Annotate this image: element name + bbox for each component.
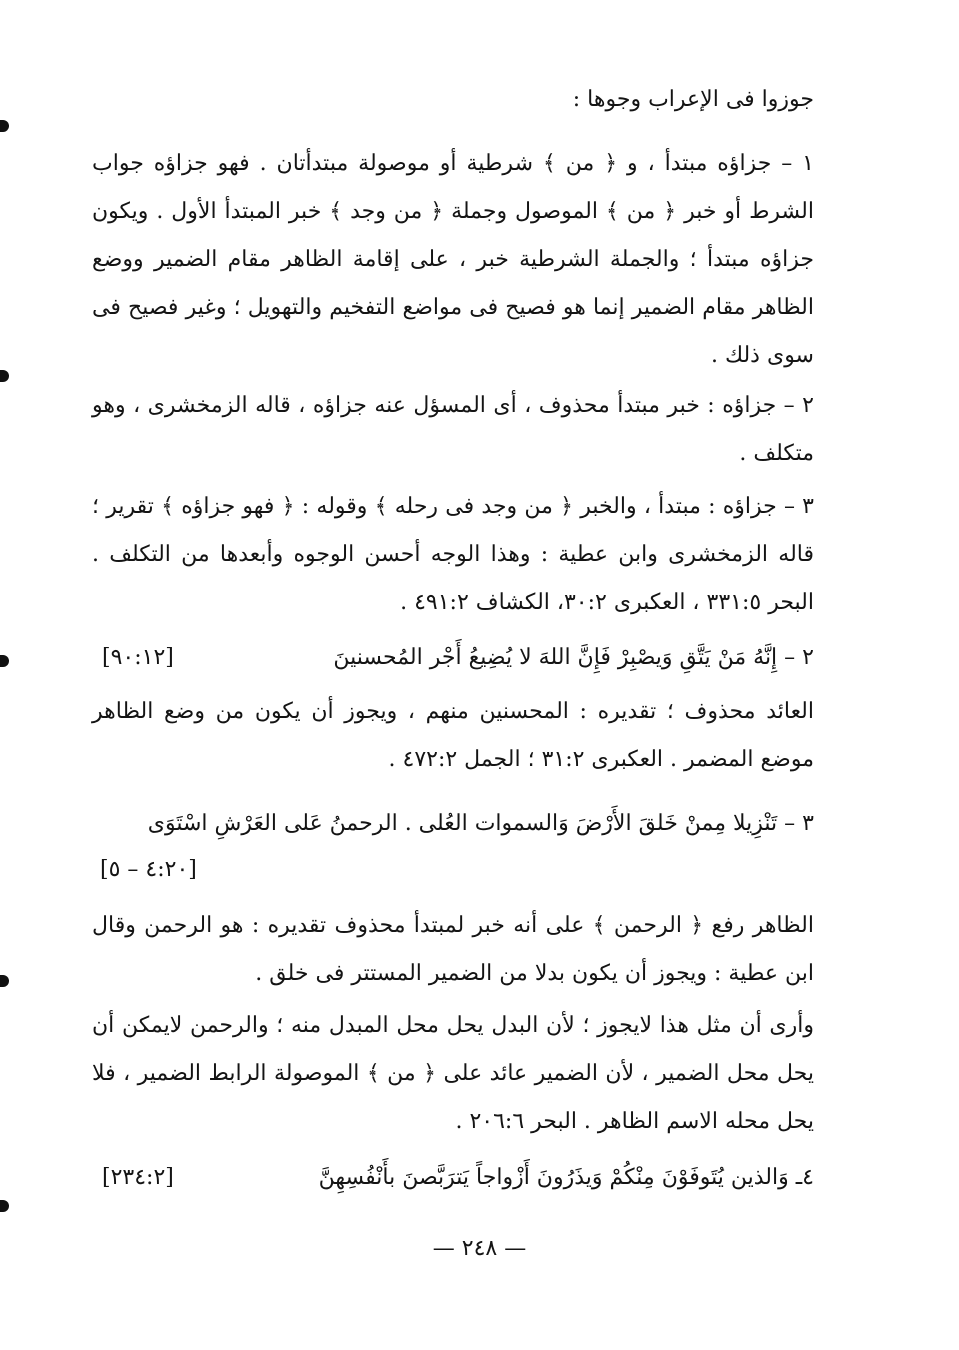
paragraph-4: العائد محذوف ؛ تقديره : المحسنين منهم ، ويجوز أن يكون من وضع الظاهر موضع المضمر . العكبرى ٣١:٢ ؛ الجمل ٤٧٢:٢ . (92, 699, 814, 772)
paragraph-3: ٣ – جزاؤه : مبتدأ ، والخبر ﴿ من وجد فى رحله ﴾ وقوله : ﴿ فهو جزاؤه ﴾ تقرير ؛ قاله الزمخشرى وابن عطية : وهذا الوجه أحسن الوجوه وأبعدها من التكلف . البحر ٣٣١:٥ ، العكبرى ٣٠:٢، الكشاف ٤٩١:٢ . (92, 494, 814, 615)
page-number: — ٢٤٨ — (432, 1236, 527, 1261)
intro-line: جوزوا فى الإعراب وجوها : (572, 87, 814, 112)
verse-line-3 (92, 1154, 814, 1202)
margin-mark (0, 120, 9, 132)
verse-text: ٢ – إِنَّهُ مَنْ يَتَّقِ وَيصْبِرْ فَإِنَّ اللهَ لا يُضِيعُ أَجْر المُحسنينَ (333, 645, 814, 670)
verse-line-2 (92, 800, 814, 848)
verse-reference: [٩٠:١٢] (102, 645, 174, 670)
verse-reference: [٤:٢٠ – ٥] (100, 857, 197, 882)
paragraph-2: ٢ – جزاؤه : خبر مبتدأ محذوف ، أى المسؤل عنه جزاؤه ، قاله الزمخشرى ، وهو متكلف . (92, 393, 814, 466)
margin-mark (0, 370, 9, 382)
margin-mark (0, 655, 9, 667)
paragraph-5: الظاهر رفع ﴿ الرحمن ﴾ على أنه خبر لمبتدأ محذوف تقديره : هو الرحمن وقال ابن عطية : ويجوز أن يكون بدلا من الضمير المستتر فى خلق . (92, 913, 814, 986)
verse-text: ٣ – تَنْزِيلا مِمنْ خَلقَ الأَرْضَ وَالسموات العُلى . الرحمنُ عَلى العَرْشِ اسْتَوَى (147, 811, 814, 836)
paragraph-6: وأرى أن مثل هذا لايجوز ؛ لأن البدل يحل محل المبدل منه ؛ والرحمن لايمكن أن يحل محل الضمير ، لأن الضمير عائد على ﴿ من ﴾ الموصولة الرابط الضمير ، فلا يحل محله الاسم الظاهر . البحر ٢٠٦:٦ . (92, 1013, 814, 1134)
verse-line-1 (92, 634, 814, 682)
margin-mark (0, 1200, 9, 1212)
paragraph-1: ١ – جزاؤه مبتدأ ، و ﴿ من ﴾ شرطية أو موصولة مبتدأتان . فهو جزاؤه جواب الشرط أو خبر ﴿ من ﴾ الموصول وجملة ﴿ من وجد ﴾ خبر المبتدأ الأول . ويكون جزاؤه مبتدأ ؛ والجملة الشرطية خبر ، على إقامة الظاهر مقام الضمير ووضع الظاهر مقام الضمير إنما هو فصيح فى مواضع التفخيم والتهويل ؛ وغير فصيح فى سوى ذلك . (92, 151, 814, 368)
verse-text: ٤ـ وَالذين يُتَوفَوْنَ مِنْكُمْ وَيذَرُونَ أَزْواجاً يَترَبَّصنَ بأَنْفُسِهِنَّ (318, 1165, 814, 1190)
margin-mark (0, 975, 9, 987)
verse-reference: [٢٣٤:٢] (102, 1165, 174, 1190)
